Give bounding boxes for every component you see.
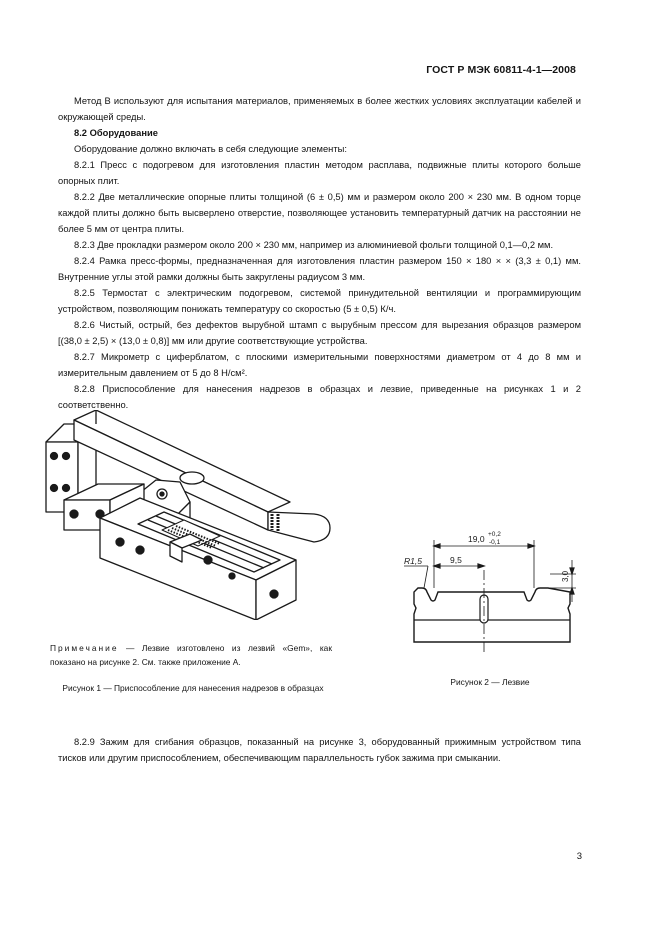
paragraph: 8.2.9 Зажим для сгибания образцов, показанный на рисунке 3, оборудованный прижимным устройством типа тисков или другим приспособлением, обеспечивающим параллельность губок зажима при смыкании. — [58, 737, 581, 763]
figure-1-caption: Рисунок 1 — Приспособление для нанесения надрезов в образцах — [62, 683, 324, 693]
paragraph: 8.2.7 Микрометр с циферблатом, с плоскими измерительными поверхностями диаметром от 4 до 8 мм и измерительным давлением от 5 до 8 Н/см². — [58, 352, 581, 378]
note-label: Примечание — [50, 643, 119, 653]
note-text: — Лезвие изготовлено из лезвий «Gem», как показано на рисунке 2. См. также приложение А. — [50, 643, 332, 667]
figure-1-notching-fixture — [44, 410, 344, 620]
figure-2-blade — [400, 530, 580, 660]
document-header: ГОСТ Р МЭК 60811-4-1—2008 — [426, 64, 576, 76]
body-text — [58, 93, 581, 413]
overall-dimension: 19,0 — [468, 534, 485, 544]
paragraph: Оборудование должно включать в себя следующие элементы: — [74, 144, 347, 154]
radius-label: R1,5 — [404, 556, 422, 566]
overall-tolerance-lower: -0,1 — [489, 539, 501, 546]
height-dimension: 3,0 — [561, 570, 570, 582]
paragraph: 8.2.1 Пресс с подогревом для изготовления пластин методом расплава, подвижные плиты которого больше опорных плит. — [58, 160, 581, 186]
paragraph: 8.2.3 Две прокладки размером около 200 × 230 мм, например из алюминиевой фольги толщиной 0,1—0,2 мм. — [74, 240, 554, 250]
paragraph: 8.2.2 Две металлические опорные плиты толщиной (6 ± 0,5) мм и размером около 200 × 230 мм. В одном торце каждой плиты должно быть высверлено отверстие, позволяющее установить температурный датчик на расстоянии не более 5 мм от центра плиты. — [58, 192, 581, 234]
paragraph: Метод В используют для испытания материалов, применяемых в более жестких условиях эксплуатации кабелей и окружающей среды. — [58, 96, 581, 122]
paragraph: 8.2.6 Чистый, острый, без дефектов вырубной штамп с вырубным прессом для вырезания образцов размером [(38,0 ± 2,5) × (13,0 ± 0,8)] мм или другие соответствующие устройства. — [58, 320, 581, 346]
body-text-continued — [58, 734, 581, 766]
paragraph: 8.2.4 Рамка пресс-формы, предназначенная для изготовления пластин размером 150 × 180 × × (3,3 ± 0,1) мм. Внутренние углы этой рамки должны быть закруглены радиусом 3 мм. — [58, 256, 581, 282]
figure-2-caption: Рисунок 2 — Лезвие — [450, 677, 530, 687]
paragraph: 8.2.8 Приспособление для нанесения надрезов в образцах и лезвие, приведенные на рисунках 1 и 2 соответственно. — [58, 384, 581, 410]
figure-1-note — [50, 641, 332, 669]
page-number: 3 — [576, 851, 582, 862]
inner-dimension: 9,5 — [450, 555, 462, 565]
section-heading: 8.2 Оборудование — [74, 128, 158, 138]
paragraph: 8.2.5 Термостат с электрическим подогревом, системой принудительной вентиляции и программирующим устройством, позволяющим понижать температуру со скоростью (5 ± 0,5) К/ч. — [58, 288, 581, 314]
overall-tolerance-upper: +0,2 — [488, 531, 501, 538]
